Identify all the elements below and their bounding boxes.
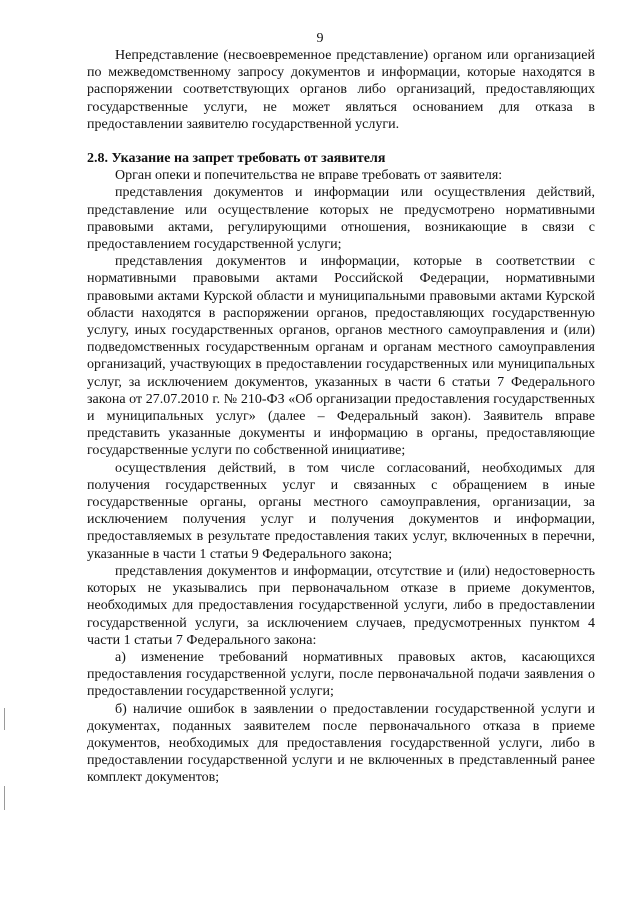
paragraph-subitem-b: б) наличие ошибок в заявлении о предоставлении государственной услуги и документах, поданных заявителем после первоначального отказа в приеме документов, необходимых для предоставления государственной услуги, либо в предоставлении государственной услуги и не включенных в представленный ранее комплект документов;: [87, 701, 595, 786]
page-number: 9: [316, 31, 324, 46]
document-body: [87, 47, 595, 787]
section-heading-2-8: 2.8. Указание на запрет требовать от заявителя: [87, 151, 386, 167]
paragraph-subitem-a: а) изменение требований нормативных правовых актов, касающихся предоставления государственной услуги, после первоначальной подачи заявления о предоставлении государственной услуги;: [87, 649, 595, 700]
paragraph-spacer: [87, 133, 595, 150]
paragraph-item-actions-approvals: осуществления действий, в том числе согласований, необходимых для получения государственных услуг и связанных с обращением в иные государственные органы, органы местного самоуправления, организации, за исключением получения услуг и получения документов и информации, предоставляемых в результате предоставления таких услуг, включенных в перечни, указанные в части 1 статьи 9 Федерального закона;: [87, 460, 595, 562]
paragraph-item-documents-actions: представления документов и информации или осуществления действий, представление или осуществление которых не предусмотрено нормативными правовыми актами, регулирующими отношения, возникающие в связи с предоставлением государственной услуги;: [87, 185, 595, 253]
scan-margin-mark: [4, 708, 5, 730]
paragraph-intro: Орган опеки и попечительства не вправе требовать от заявителя:: [115, 168, 503, 184]
paragraph-item-documents-in-possession: представления документов и информации, которые в соответствии с нормативными правовыми актами Российской Федерации, нормативными правовыми актами Курской области и муниципальными правовыми актами Курской области находятся в распоряжении органов, предоставляющих государственную услугу, иных государственных органов, органов местного самоуправления и (или) подведомственных государственным органам и органам местного самоуправления организаций, участвующих в предоставлении государственных или муниципальных услуг, за исключением документов, указанных в части 6 статьи 7 Федерального закона от 27.07.2010 г. № 210-ФЗ «Об организации предоставления государственных и муниципальных услуг» (далее – Федеральный закон). Заявитель вправе представить указанные документы и информацию в органы, предоставляющие государственные услуги по собственной инициативе;: [87, 254, 595, 459]
paragraph-nonsubmission: Непредставление (несвоевременное представление) органом или организацией по межведомственному запросу документов и информации, которые находятся в распоряжении соответствующих органов либо организаций, предоставляющих государственные услуги, не может являться основанием для отказа в предоставлении заявителю государственной услуги.: [87, 48, 595, 132]
scan-margin-mark: [4, 786, 5, 810]
paragraph-item-not-indicated-at-refusal: представления документов и информации, отсутствие и (или) недостоверность которых не указывались при первоначальном отказе в приеме документов, необходимых для предоставления государственной услуги, либо в предоставлении государственной услуги, за исключением случаев, предусмотренных пунктом 4 части 1 статьи 7 Федерального закона:: [87, 563, 595, 648]
